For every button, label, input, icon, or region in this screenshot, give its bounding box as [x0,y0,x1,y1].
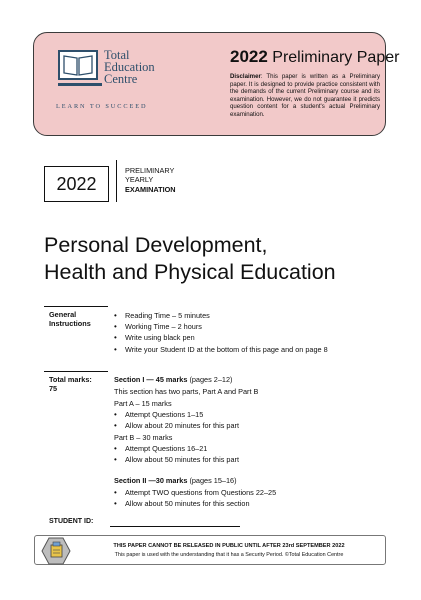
list-item: • Attempt Questions 1–15 [114,409,344,420]
disclaimer-label: Disclaimer [230,73,261,80]
disclaimer-text: : This paper is written as a Preliminary paper. It is designed to provide practice consistent with the demands of the current Preliminary course and its examination. However, we do not guarantee it predicts question content for a student's actual Preliminary examination. [230,73,380,118]
part-a-list [114,409,344,431]
logo-wordmark: Total Education Centre [104,48,155,86]
list-item: • Write your Student ID at the bottom of this page and on page 8 [114,344,344,355]
general-instructions-list [114,310,344,355]
list-item: • Working Time – 2 hours [114,321,344,332]
total-education-centre-logo [46,47,186,131]
list-item: • Reading Time – 5 minutes [114,310,344,321]
list-item: • Allow about 50 minutes for this section [114,498,344,509]
banner-title-rest: Preliminary Paper [272,49,400,66]
banner-title-year: 2022 [230,47,268,66]
logo-tagline: LEARN TO SUCCEED [56,103,148,110]
student-id-field[interactable] [110,526,240,527]
section-2-heading: Section II —30 marks (pages 15–16) [114,476,237,485]
book-monitor-icon [58,49,104,91]
list-item: • Allow about 50 minutes for this part [114,454,344,465]
list-item: • Attempt TWO questions from Questions 22–25 [114,487,344,498]
exam-type: PRELIMINARY YEARLY EXAMINATION [125,166,176,194]
header-banner [33,32,400,136]
exam-year-box: 2022 [44,166,109,202]
section-2-list [114,487,344,509]
part-b-heading: Part B – 30 marks [114,433,173,442]
general-instructions-label: General Instructions [49,310,91,329]
list-item: • Write using black pen [114,332,344,343]
security-notice: This paper is used with the understanding that it has a Security Period. ©Total Education Centre [114,552,344,558]
exam-hexagon-icon [41,537,71,565]
year-divider [116,160,117,202]
total-marks-label: Total marks: 75 [49,375,92,394]
marks-rule [44,371,108,372]
list-item: • Allow about 20 minutes for this part [114,420,344,431]
part-a-heading: Part A – 15 marks [114,399,172,408]
subject-title: Personal Development, Health and Physical Education [44,233,336,284]
section-1-heading: Section I — 45 marks (pages 2–12) [114,375,233,384]
student-id-label: STUDENT ID: [49,518,94,525]
disclaimer [230,73,380,119]
part-b-list [114,443,344,465]
general-rule [44,306,108,307]
security-footer [34,535,386,565]
release-notice: THIS PAPER CANNOT BE RELEASED IN PUBLIC UNTIL AFTER 23rd SEPTEMBER 2022 [113,543,345,549]
section-1-intro: This section has two parts, Part A and Part B [114,387,259,396]
list-item: • Attempt Questions 16–21 [114,443,344,454]
banner-title [230,47,399,67]
